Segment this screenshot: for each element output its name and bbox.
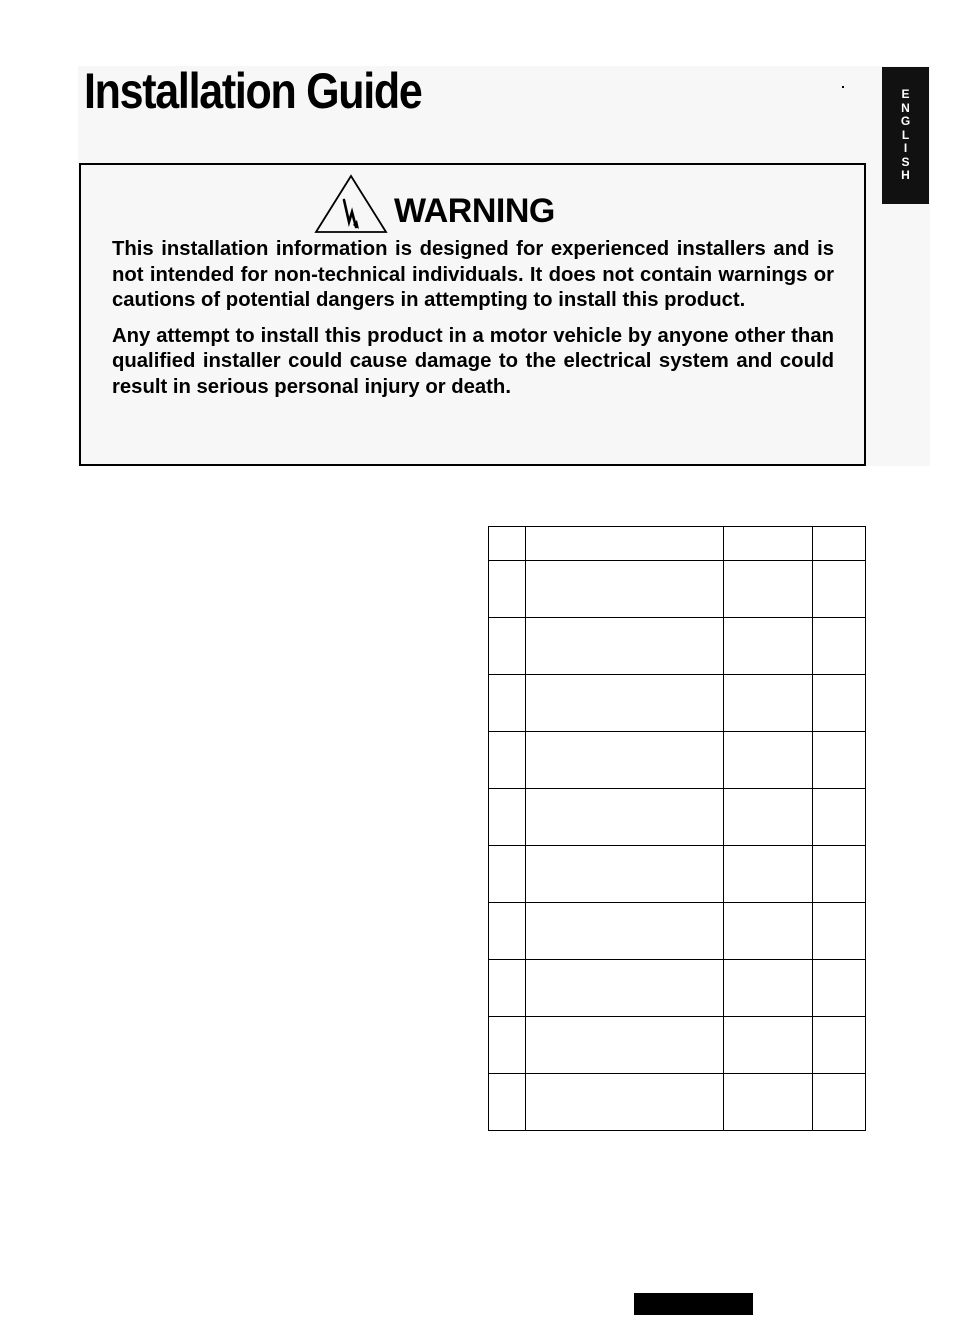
- warning-heading-row: [314, 173, 555, 235]
- language-tab-letter: E: [901, 86, 910, 101]
- table-cell: [813, 1074, 866, 1131]
- table-cell: [724, 960, 813, 1017]
- footer-black-bar: [634, 1293, 753, 1315]
- table-cell: [526, 527, 724, 561]
- language-tab-letter: N: [901, 100, 910, 115]
- table-cell: [526, 618, 724, 675]
- table-cell: [526, 675, 724, 732]
- table-cell: [813, 903, 866, 960]
- table-row: [489, 618, 866, 675]
- table-cell: [489, 1074, 526, 1131]
- table-cell: [489, 732, 526, 789]
- stray-dot: [842, 86, 844, 88]
- table-cell: [526, 561, 724, 618]
- table-cell: [813, 618, 866, 675]
- warning-heading: WARNING: [394, 192, 555, 230]
- language-tab-letter: I: [903, 141, 908, 156]
- warning-text: [112, 237, 834, 411]
- table-row: [489, 1017, 866, 1074]
- warning-paragraph: Any attempt to install this product in a motor vehicle by anyone other than qualified installer could cause damage to the electrical system and could result in serious personal injury or death.: [112, 324, 834, 398]
- table-cell: [489, 903, 526, 960]
- table-cell: [489, 789, 526, 846]
- table-cell: [813, 846, 866, 903]
- table-cell: [724, 903, 813, 960]
- table-cell: [526, 1074, 724, 1131]
- table-cell: [489, 1017, 526, 1074]
- table-cell: [724, 675, 813, 732]
- table-cell: [813, 732, 866, 789]
- table-row: [489, 675, 866, 732]
- table-cell: [526, 903, 724, 960]
- table-cell: [724, 618, 813, 675]
- table-cell: [813, 960, 866, 1017]
- language-tab-letter: H: [901, 168, 910, 183]
- electric-shock-warning-triangle-icon: [314, 173, 388, 235]
- table-cell: [489, 561, 526, 618]
- table-row: [489, 960, 866, 1017]
- language-tab-letter: L: [901, 127, 910, 142]
- table-cell: [526, 789, 724, 846]
- table-cell: [813, 789, 866, 846]
- table-cell: [724, 789, 813, 846]
- table-cell: [724, 1074, 813, 1131]
- table-cell: [489, 527, 526, 561]
- table-row: [489, 732, 866, 789]
- table-cell: [813, 527, 866, 561]
- table-cell: [489, 618, 526, 675]
- table-row: [489, 1074, 866, 1131]
- warning-box: [79, 163, 866, 466]
- specification-table: [488, 526, 866, 1131]
- table-cell: [724, 527, 813, 561]
- table-header-row: [489, 527, 866, 561]
- table-cell: [526, 1017, 724, 1074]
- table-row: [489, 846, 866, 903]
- table-cell: [813, 561, 866, 618]
- table-cell: [526, 732, 724, 789]
- language-tab: [882, 67, 929, 204]
- language-tab-letter: G: [900, 114, 911, 129]
- table-cell: [724, 846, 813, 903]
- table-cell: [813, 675, 866, 732]
- table-row: [489, 561, 866, 618]
- table-cell: [489, 675, 526, 732]
- language-tab-letter: S: [901, 154, 910, 169]
- table-cell: [489, 846, 526, 903]
- table-cell: [724, 732, 813, 789]
- page-title: Installation Guide: [84, 63, 422, 119]
- table-cell: [724, 561, 813, 618]
- table-cell: [813, 1017, 866, 1074]
- table-row: [489, 903, 866, 960]
- table-cell: [526, 846, 724, 903]
- warning-paragraph: This installation information is designed for experienced installers and is not intended for non-technical individuals. It does not contain warnings or cautions of potential dangers in attempting to install this product.: [112, 238, 834, 312]
- table-row: [489, 789, 866, 846]
- table-cell: [489, 960, 526, 1017]
- table-cell: [526, 960, 724, 1017]
- table-cell: [724, 1017, 813, 1074]
